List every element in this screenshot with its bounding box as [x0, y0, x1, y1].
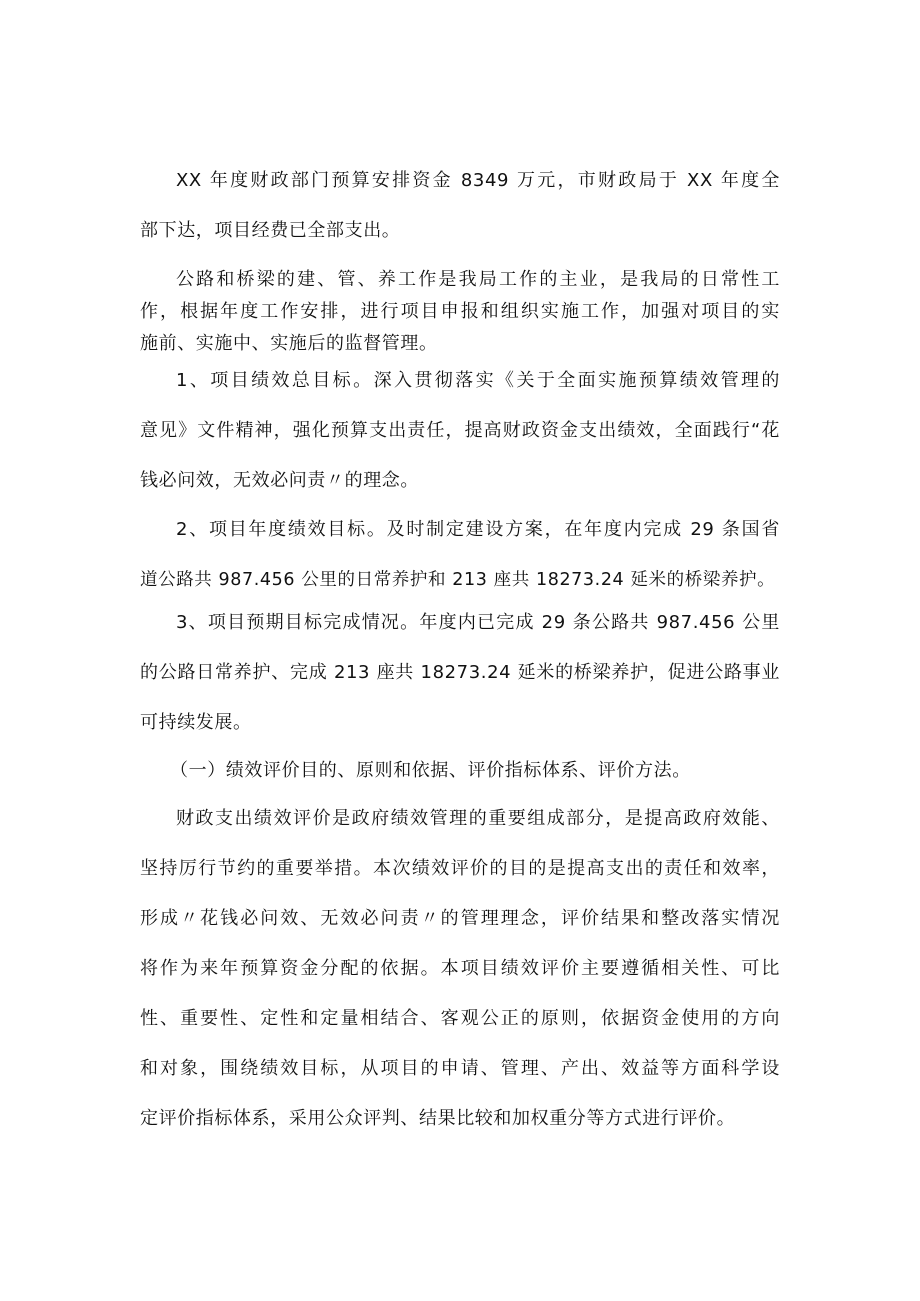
paragraph-line: 定评价指标体系，采用公众评判、结果比较和加权重分等方式进行评价。 — [140, 1108, 736, 1129]
paragraph-highway-bridge-work — [140, 264, 780, 360]
paragraph-line: 将作为来年预算资金分配的依据。本项目绩效评价主要遵循相关性、可比 — [140, 958, 780, 979]
paragraph-line: XX 年度财政部门预算安排资金 8349 万元，市财政局于 XX 年度全 — [176, 170, 780, 191]
paragraph-line: 2、项目年度绩效目标。及时制定建设方案，在年度内完成 29 条国省 — [176, 519, 780, 540]
paragraph-annual-goal — [140, 505, 780, 605]
paragraph-line: 财政支出绩效评价是政府绩效管理的重要组成部分，是提高政府效能、 — [176, 808, 780, 829]
paragraph-goal-completion — [140, 598, 780, 748]
paragraph-line: 的公路日常养护、完成 213 座共 18273.24 延米的桥梁养护，促进公路事业 — [140, 662, 780, 683]
section-heading-evaluation — [140, 746, 780, 796]
paragraph-line: 和对象，围绕绩效目标，从项目的申请、管理、产出、效益等方面科学设 — [140, 1058, 780, 1079]
paragraph-line: 形成〃花钱必问效、无效必问责〃的管理理念，评价结果和整改落实情况 — [140, 908, 780, 929]
paragraph-line: 3、项目预期目标完成情况。年度内已完成 29 条公路共 987.456 公里 — [176, 612, 780, 633]
paragraph-line: 性、重要性、定性和定量相结合、客观公正的原则，依据资金使用的方向 — [140, 1008, 780, 1029]
paragraph-line: 1、项目绩效总目标。深入贯彻落实《关于全面实施预算绩效管理的 — [176, 370, 780, 391]
paragraph-line: 意见》文件精神，强化预算支出责任，提高财政资金支出绩效，全面践行“花 — [140, 420, 780, 441]
paragraph-line: 钱必问效，无效必问责〃的理念。 — [140, 470, 419, 491]
section-heading-text: （一）绩效评价目的、原则和依据、评价指标体系、评价方法。 — [170, 760, 691, 781]
paragraph-budget-funds — [140, 156, 780, 256]
paragraph-evaluation-purpose — [140, 794, 780, 1144]
paragraph-line: 施前、实施中、实施后的监督管理。 — [140, 333, 438, 354]
paragraph-line: 坚持厉行节约的重要举措。本次绩效评价的目的是提高支出的责任和效率， — [140, 858, 780, 879]
paragraph-line: 公路和桥梁的建、管、养工作是我局工作的主业，是我局的日常性工 — [176, 269, 780, 290]
paragraph-line: 道公路共 987.456 公里的日常养护和 213 座共 18273.24 延米的桥梁养护。 — [140, 570, 776, 590]
paragraph-overall-goal — [140, 356, 780, 506]
paragraph-line: 作，根据年度工作安排，进行项目申报和组织实施工作，加强对项目的实 — [140, 301, 780, 322]
paragraph-line: 部下达，项目经费已全部支出。 — [140, 220, 401, 241]
paragraph-line: 可持续发展。 — [140, 712, 252, 733]
